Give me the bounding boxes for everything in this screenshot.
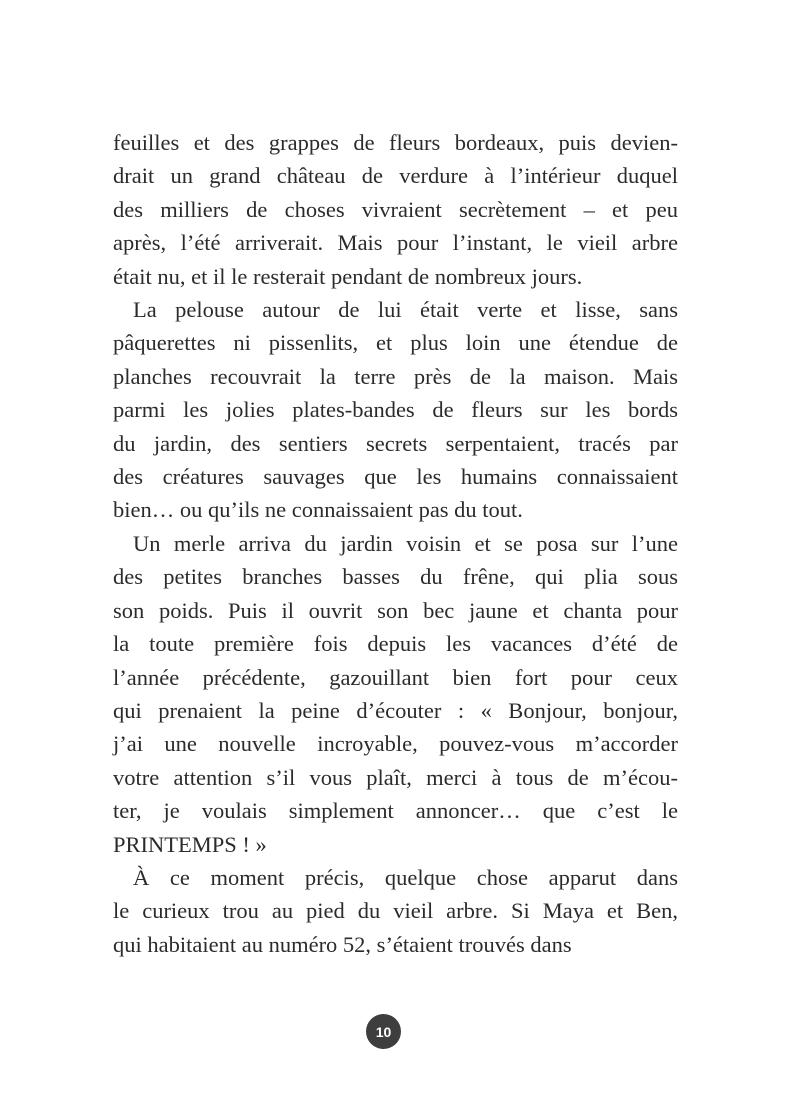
page-number: 10 <box>375 1023 392 1040</box>
text-line: PRINTEMPS ! » <box>113 831 267 857</box>
text-line: qui prenaient la peine d’écouter : « Bonjour, bonjour, <box>113 697 678 723</box>
text-line: bien… ou qu’ils ne connaissaient pas du tout. <box>113 497 523 523</box>
text-line: pâquerettes ni pissenlits, et plus loin une étendue de <box>113 330 678 356</box>
text-line: après, l’été arriverait. Mais pour l’instant, le vieil arbre <box>113 230 678 256</box>
text-line: votre attention s’il vous plaît, merci à tous de m’écou- <box>113 764 678 790</box>
page-number-badge <box>366 1014 401 1049</box>
text-line: planches recouvrait la terre près de la maison. Mais <box>113 363 678 389</box>
text-line: des créatures sauvages que les humains connaissaient <box>113 464 678 490</box>
paragraph <box>113 293 678 527</box>
text-line: parmi les jolies plates-bandes de fleurs sur les bords <box>113 397 678 423</box>
text-line: j’ai une nouvelle incroyable, pouvez-vous m’accorder <box>113 731 678 757</box>
text-line: des petites branches basses du frêne, qui plia sous <box>113 564 678 590</box>
page-text <box>113 126 678 961</box>
text-line: Un merle arriva du jardin voisin et se posa sur l’une <box>133 530 678 556</box>
paragraph <box>113 527 678 861</box>
text-line: l’année précédente, gazouillant bien fort pour ceux <box>113 664 678 690</box>
paragraph <box>113 126 678 293</box>
text-line: était nu, et il le resterait pendant de nombreux jours. <box>113 263 583 289</box>
text-line: des milliers de choses vivraient secrètement – et peu <box>113 196 678 222</box>
text-line: À ce moment précis, quelque chose apparut dans <box>133 864 678 890</box>
text-line: drait un grand château de verdure à l’intérieur duquel <box>113 163 678 189</box>
text-line: qui habitaient au numéro 52, s’étaient trouvés dans <box>113 931 572 957</box>
text-line: du jardin, des sentiers secrets serpentaient, tracés par <box>113 430 678 456</box>
text-line: La pelouse autour de lui était verte et lisse, sans <box>133 297 678 323</box>
text-line: son poids. Puis il ouvrit son bec jaune et chanta pour <box>113 597 678 623</box>
text-line: ter, je voulais simplement annoncer… que c’est le <box>113 798 678 824</box>
text-line: la toute première fois depuis les vacances d’été de <box>113 631 678 657</box>
text-line: le curieux trou au pied du vieil arbre. Si Maya et Ben, <box>113 898 678 924</box>
text-line: feuilles et des grappes de fleurs bordeaux, puis devien- <box>113 130 678 155</box>
paragraph <box>113 861 678 961</box>
